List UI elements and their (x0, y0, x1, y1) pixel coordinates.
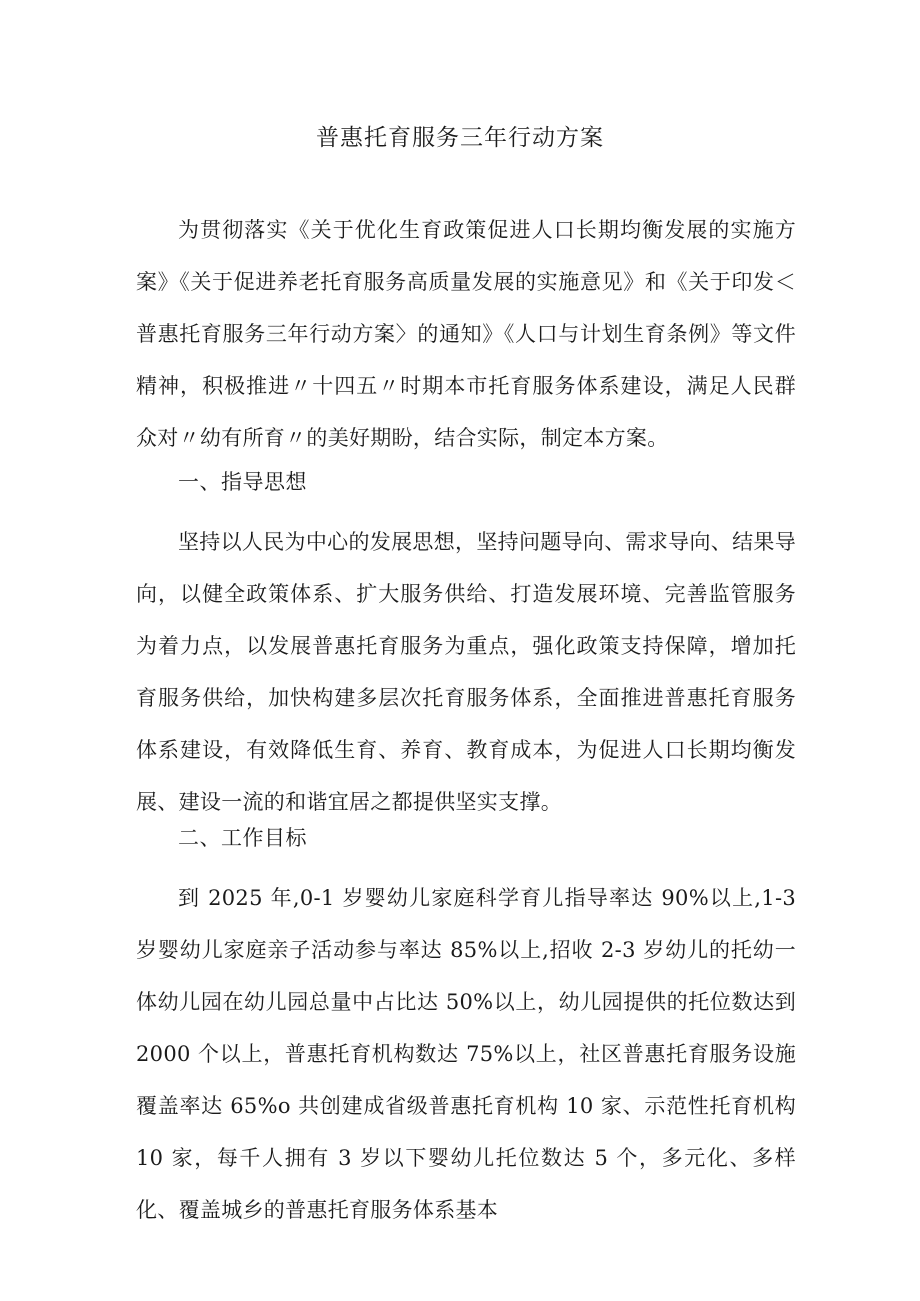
section-body-guiding-ideology: 坚持以人民为中心的发展思想，坚持问题导向、需求导向、结果导向，以健全政策体系、扩大服务供给、打造发展环境、完善监管服务为着力点，以发展普惠托育服务为重点，强化政策支持保障，增加托育服务供给，加快构建多层次托育服务体系，全面推进普惠托育服务体系建设，有效降低生育、养育、教育成本，为促进人口长期均衡发展、建设一流的和谐宜居之都提供坚实支撑。 (136, 530, 796, 814)
intro-paragraph: 为贯彻落实《关于优化生育政策促进人口长期均衡发展的实施方案》《关于促进养老托育服务高质量发展的实施意见》和《关于印发＜普惠托育服务三年行动方案〉的通知》《人口与计划生育条例》等文件精神，积极推进〃十四五〃时期本市托育服务体系建设，满足人民群众对〃幼有所育〃的美好期盼，结合实际，制定本方案。 (136, 218, 796, 450)
document-title: 普惠托育服务三年行动方案 (316, 125, 604, 151)
section-body-work-goals: 到 2025 年,0-1 岁婴幼儿家庭科学育儿指导率达 90%以上,1-3 岁婴幼儿家庭亲子活动参与率达 85%以上,招收 2-3 岁幼儿的托幼一体幼儿园在幼儿园总量中占比达 50%以上，幼儿园提供的托位数达到 2000 个以上，普惠托育机构数达 75%以上，社区普惠托育服务设施覆盖率达 65%o 共创建成省级普惠托育机构 10 家、示范性托育机构 10 家，每千人拥有 3 岁以下婴幼儿托位数达 5 个，多元化、多样化、覆盖城乡的普惠托育服务体系基本 (136, 886, 796, 1222)
section-heading-work-goals: 二、工作目标 (178, 826, 307, 850)
section-heading-guiding-ideology: 一、指导思想 (178, 470, 307, 494)
